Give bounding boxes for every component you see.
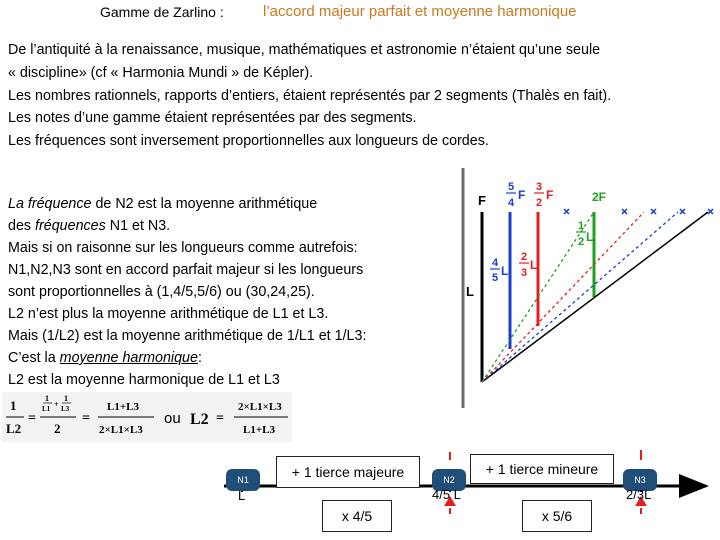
formula-l2: L2: [6, 421, 22, 436]
label-L: L: [466, 284, 474, 299]
body-line-4: N1,N2,N3 sont en accord parfait majeur si les longueurs: [8, 262, 364, 278]
body-line-2: [8, 218, 170, 234]
label-2c: 2: [578, 236, 585, 248]
label-F-red: F: [546, 188, 554, 202]
harmonic-diagram: [458, 168, 720, 408]
label-length-2-3-L: 2/3L: [626, 487, 652, 502]
label-length-L: L: [238, 488, 246, 503]
body-line-8-c: :: [197, 350, 202, 366]
intro-line-5: Les fréquences sont inversement proportionnelles aux longueurs de cordes.: [8, 133, 489, 149]
formula-rhs2-num: 2×L1×L3: [238, 401, 282, 413]
intro-line-2: « discipline» (cf « Harmonia Mundi » de Képler).: [8, 65, 314, 81]
formula-ou: ou: [164, 410, 181, 427]
formula-eq-2: =: [82, 411, 90, 426]
label-4b: 4: [492, 257, 499, 269]
box-x-5-6: x 5/6: [522, 500, 592, 532]
formula-f1-num-a: 1: [45, 394, 49, 403]
formula-one: 1: [10, 398, 17, 413]
label-2: 2: [536, 197, 543, 209]
body-line-8: [8, 350, 202, 366]
formula-eq-1: =: [28, 411, 36, 426]
formula-plus: +: [54, 400, 59, 409]
body-line-2-c: N1 et N3.: [105, 218, 171, 234]
body-line-9: L2 est la moyenne harmonique de L1 et L3: [8, 372, 280, 388]
node-n3: N3: [623, 469, 657, 491]
body-line-5: sont proportionnelles à (1,4/5,5/6) ou (30,24,25).: [8, 284, 315, 300]
label-5: 5: [508, 181, 515, 193]
label-L-blue: L: [501, 264, 509, 278]
formula-eq-3: =: [216, 411, 224, 426]
label-1c: 1: [578, 220, 585, 232]
body-line-2-italic: fréquences: [35, 218, 106, 234]
formula-f1-den-a: L1: [42, 405, 51, 413]
body-line-3: Mais si on raisonne sur les longueurs comme autrefois:: [8, 240, 358, 256]
label-F-blue: F: [518, 188, 526, 202]
label-F: F: [478, 193, 486, 208]
label-4: 4: [508, 197, 515, 209]
formula-f1-num-b: 1: [64, 394, 68, 403]
label-length-4-5-L: 4/5 L: [432, 487, 461, 502]
page-subtitle: l’accord majeur parfait et moyenne harmonique: [263, 3, 577, 20]
label-3b: 3: [521, 267, 528, 279]
body-line-6: L2 n’est plus la moyenne arithmétique de L1 et L3.: [8, 306, 329, 322]
formula-rhs2-den: L1+L3: [243, 424, 275, 436]
intro-line-4: Les notes d’une gamme étaient représentées par des segments.: [8, 110, 417, 126]
body-line-2-a: des: [8, 218, 36, 234]
formula-f1-den-b: L3: [61, 405, 70, 413]
formula-l2b: L2: [190, 411, 209, 428]
label-L-green: L: [586, 230, 594, 244]
label-2F: 2F: [592, 190, 607, 204]
formula-two: 2: [54, 421, 61, 436]
body-line-8-underlined: moyenne harmonique: [59, 350, 198, 366]
label-5b: 5: [492, 272, 499, 284]
label-L-red: L: [530, 258, 538, 272]
box-x-4-5: x 4/5: [322, 500, 392, 532]
label-3: 3: [536, 181, 543, 193]
body-line-7: Mais (1/L2) est la moyenne arithmétique de 1/L1 et 1/L3:: [8, 328, 367, 344]
body-line-1-italic: La fréquence: [8, 196, 92, 212]
body-line-8-a: C’est la: [8, 350, 60, 366]
formula-rhs-num: L1+L3: [107, 401, 139, 413]
body-line-1-rest: de N2 est la moyenne arithmétique: [91, 196, 318, 212]
intro-line-1: De l’antiquité à la renaissance, musique, mathématiques et astronomie n’étaient qu’une seule: [8, 42, 601, 58]
box-tierce-mineure: + 1 tierce mineure: [470, 454, 614, 484]
intro-line-3: Les nombres rationnels, rapports d’entiers, étaient représentés par 2 segments (Thalès en fait).: [8, 88, 612, 104]
box-tierce-majeure: + 1 tierce majeure: [276, 456, 420, 488]
formula: [2, 392, 292, 442]
diagram-background: [458, 168, 720, 408]
formula-rhs-den: 2×L1×L3: [99, 424, 143, 436]
body-line-1: [8, 196, 317, 212]
node-n1: N1: [226, 469, 260, 491]
label-2b: 2: [521, 251, 528, 263]
page-title: Gamme de Zarlino :: [100, 4, 224, 20]
node-n2: N2: [432, 469, 466, 491]
